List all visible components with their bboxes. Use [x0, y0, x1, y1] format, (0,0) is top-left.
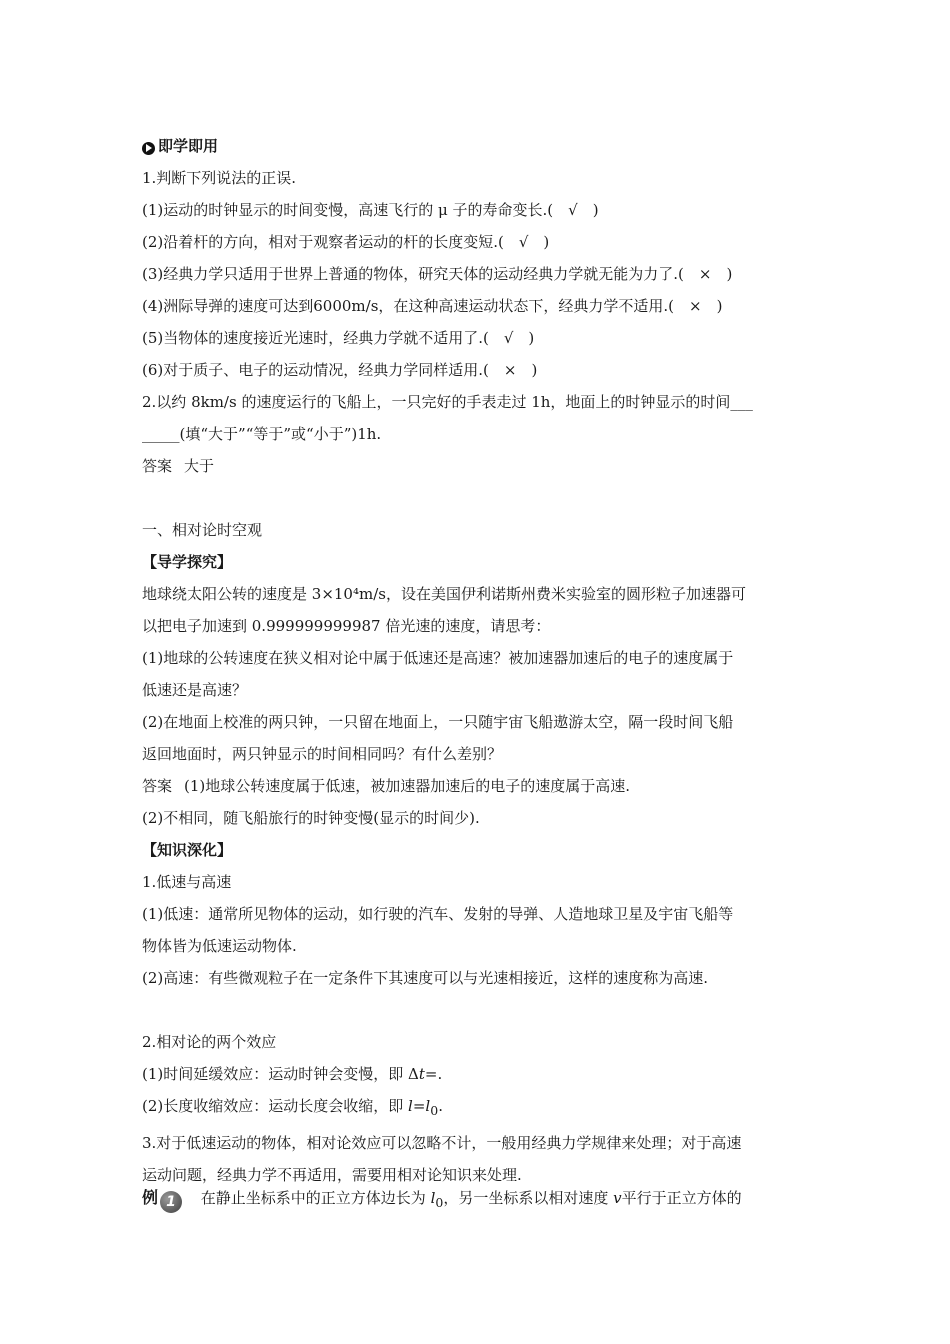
formula-var: l: [425, 1097, 431, 1115]
deepen-p2-a: [142, 1058, 822, 1090]
formula-text: .: [438, 1097, 443, 1115]
section-heading-text: 即学即用: [158, 137, 219, 155]
formula-text: =.: [424, 1065, 443, 1083]
explore-q2-line-1: (2)在地面上校准的两只钟，一只留在地面上，一只随宇宙飞船遨游太空，隔一段时间飞船: [142, 713, 734, 731]
deepen-p2-b: [142, 1090, 822, 1127]
example-text-suffix: 平行于正立方体的: [621, 1189, 742, 1207]
answer-label: 答案: [142, 777, 173, 795]
example-label: 例: [142, 1188, 159, 1207]
formula-text: =: [412, 1097, 426, 1115]
play-icon: [142, 142, 155, 155]
deepen-p1-a-line-2: 物体皆为低速运动物体.: [142, 937, 297, 955]
q2-line-2: _____(填“大于”“等于”或“小于”)1h.: [142, 425, 382, 443]
explore-para-line-2: 以把电子加速到 0.999999999987 倍光速的速度，请思考：: [142, 617, 551, 635]
example-var-v: v: [613, 1189, 622, 1207]
q1-item-2: (2)沿着杆的方向，相对于观察者运动的杆的长度变短.( √ ): [142, 233, 550, 251]
q1-item-4: (4)洲际导弹的速度可达到6000m/s，在这种高速运动状态下，经典力学不适用.( × ): [142, 297, 723, 315]
explore-answer-1: [142, 770, 822, 802]
q1-item-5: (5)当物体的速度接近光速时，经典力学就不适用了.( √ ): [142, 329, 535, 347]
document-body: [142, 130, 822, 1191]
example-badge: [142, 1182, 182, 1214]
formula-var: l: [408, 1097, 413, 1115]
q2-answer: [142, 450, 822, 482]
answer-label: 答案: [142, 457, 173, 475]
q1-stem: 1.判断下列说法的正误.: [142, 169, 297, 187]
explore-q1-line-2: 低速还是高速？: [142, 681, 248, 699]
q2-line-1: 2.以约 8km/s 的速度运行的飞船上，一只完好的手表走过 1h，地面上的时钟显示的时间___: [142, 393, 753, 411]
example-sub: 0: [435, 1195, 444, 1210]
deepen-p3-line-1: 3.对于低速运动的物体，相对论效应可以忽略不计，一般用经典力学规律来处理；对于高速: [142, 1134, 742, 1152]
formula-text: (1)时间延缓效应：运动时钟会变慢，即 Δ: [142, 1065, 419, 1083]
formula-var: t: [418, 1065, 425, 1083]
deepen-p2-title: 2.相对论的两个效应: [142, 1033, 277, 1051]
formula-subscript: 0: [430, 1103, 439, 1118]
explore-q1-line-1: (1)地球的公转速度在狭义相对论中属于低速还是高速？被加速器加速后的电子的速度属于: [142, 649, 734, 667]
deepen-p1-title: 1.低速与高速: [142, 873, 232, 891]
deepen-p3-line-2: 运动问题，经典力学不再适用，需要用相对论知识来处理.: [142, 1166, 522, 1184]
part1-title: 一、相对论时空观: [142, 521, 263, 539]
q1-item-3: (3)经典力学只适用于世界上普通的物体，研究天体的运动经典力学就无能为力了.( × ): [142, 265, 733, 283]
answer-text: 大于: [184, 457, 215, 475]
example-number: 1: [160, 1191, 182, 1213]
example-var-l: l: [430, 1189, 436, 1207]
q1-item-1: (1)运动的时钟显示的时间变慢，高速飞行的 μ 子的寿命变长.( √ ): [142, 201, 599, 219]
deepen-title: 【知识深化】: [142, 841, 233, 859]
example-text-prefix: 在静止坐标系中的正立方体边长为: [200, 1189, 431, 1207]
example-text-mid: ，另一坐标系以相对速度: [443, 1189, 614, 1207]
explore-para-line-1: 地球绕太阳公转的速度是 3×10⁴m/s，设在美国伊利诺斯州费米实验室的圆形粒子加速器可: [142, 585, 746, 603]
example-1: [142, 1182, 822, 1219]
formula-text: (2)长度收缩效应：运动长度会收缩，即: [142, 1097, 409, 1115]
section-heading: [142, 130, 822, 162]
explore-q2-line-2: 返回地面时，两只钟显示的时间相同吗？有什么差别？: [142, 745, 503, 763]
deepen-p1-a-line-1: (1)低速：通常所见物体的运动，如行驶的汽车、发射的导弹、人造地球卫星及宇宙飞船等: [142, 905, 734, 923]
answer-text: (1)地球公转速度属于低速，被加速器加速后的电子的速度属于高速.: [184, 777, 631, 795]
q1-item-6: (6)对于质子、电子的运动情况，经典力学同样适用.( × ): [142, 361, 538, 379]
explore-answer-2: (2)不相同，随飞船旅行的时钟变慢(显示的时间少).: [142, 809, 480, 827]
deepen-p1-b: (2)高速：有些微观粒子在一定条件下其速度可以与光速相接近，这样的速度称为高速.: [142, 969, 709, 987]
explore-title: 【导学探究】: [142, 553, 233, 571]
